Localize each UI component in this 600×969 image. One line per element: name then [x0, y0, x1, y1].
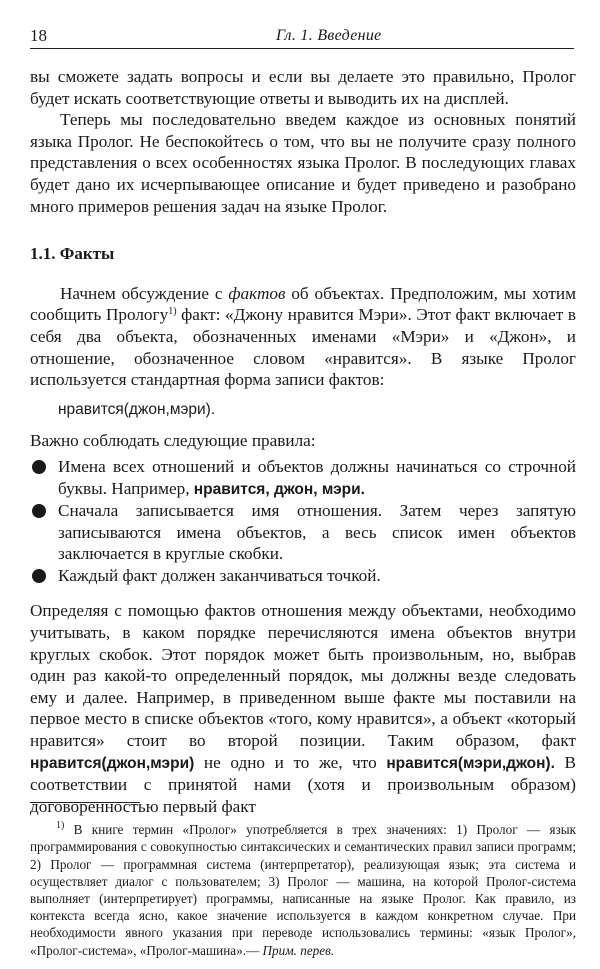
text-span: Начнем обсуждение с [60, 283, 229, 303]
facts-paragraph-2 [30, 600, 576, 817]
bullet-icon [32, 460, 46, 474]
code-example: нравится(мэри,джон). [386, 754, 555, 772]
chapter-title: Гл. 1. Введение [276, 27, 382, 44]
text-span: об объектах. Предположим, мы хотим сообщить Прологу [30, 283, 576, 325]
prolog-example: нравится(джон,мэри). [58, 400, 216, 418]
rules-list [30, 456, 576, 587]
text-span: факт: «Джону нравится Мэри». Этот факт включает в себя два объекта, обозначенных именами «Мэри» и «Джон», и отношение, обозначенное словом «нравится». В языке Пролог используется стандартная форма записи фактов: [30, 305, 577, 390]
footnote-marker: 1) [56, 820, 65, 832]
text-span: Каждый факт должен заканчиваться точкой. [58, 565, 381, 585]
code-example: нравится(джон,мэри) [30, 754, 195, 772]
footnote-reference: 1) [168, 306, 177, 318]
text-span: В соответствии с принятой нами (хотя и произвольным образом) договоренностью первый факт [30, 752, 576, 816]
emphasis-facts: фактов [228, 283, 286, 303]
bullet-icon [32, 569, 46, 583]
list-item [30, 565, 576, 587]
footnote-divider [30, 802, 140, 803]
code-example: нравится, джон, мэри. [193, 480, 365, 498]
footnote [30, 821, 576, 959]
list-item [30, 456, 576, 500]
translator-note: Прим. перев. [262, 942, 335, 958]
facts-paragraph-1 [30, 283, 576, 391]
text-span: Определяя с помощью фактов отношения между объектами, необходимо учитывать, в каком порядке перечисляются имена объектов внутри круглых скобок. Этот порядок может быть произвольным, но, выбрав один раз какой-то определенный порядок, мы должны везде следовать ему и далее. Например, в приведенном выше факте мы поставили на первое место в списке объектов «того, кому нравится», а объект «который нравится» стоит во второй позиции. Таким образом, факт [30, 601, 576, 751]
text-span: Имена всех отношений и объектов должны начинаться со строчной буквы. Например, [58, 456, 576, 498]
footnote-text: В книге термин «Пролог» употребляется в трех значениях: 1) Пролог — язык программирования с совокупностью синтаксических и семантических правил записи программ; 2) Пролог — программная система (интерпретатор), реализующая язык; эта система и осуществляет диалог с пользователем; 3) Пролог — машина, на которой Пролог-система выполняет (интерпретирует) программы, написанные на языке Пролог. Как правило, из контекста всегда ясно, какое значение используется в каждом конкретном случае. При необходимости явного указания при переводе использовались термины: «язык Пролог», «Пролог-система», «Пролог-машина».— [30, 822, 576, 958]
text-span: не одно и то же, что [194, 752, 387, 772]
intro-paragraph-2: Теперь мы последовательно введем каждое из основных понятий языка Пролог. Не беспокойтесь о том, что вы не получите сразу полного представления о всех особенностях языка Пролог. В последующих главах будет дано их исчерпывающее описание и будет приведено и разобрано много примеров решения задач на языке Пролог. [30, 110, 576, 216]
main-text [30, 66, 576, 817]
text-span: Сначала записывается имя отношения. Затем через запятую записываются имена объектов, а весь список имен объектов заключается в круглые скобки. [58, 501, 576, 564]
bullet-icon [32, 504, 46, 518]
rules-intro: Важно соблюдать следующие правила: [30, 431, 316, 451]
intro-paragraph-1: вы сможете задать вопросы и если вы делаете это правильно, Пролог будет искать соответствующие ответы и выводить их на дисплей. [30, 67, 576, 108]
page-number: 18 [30, 26, 47, 45]
list-item [30, 500, 576, 565]
running-header [30, 26, 574, 49]
section-heading: 1.1. Факты [30, 244, 115, 264]
